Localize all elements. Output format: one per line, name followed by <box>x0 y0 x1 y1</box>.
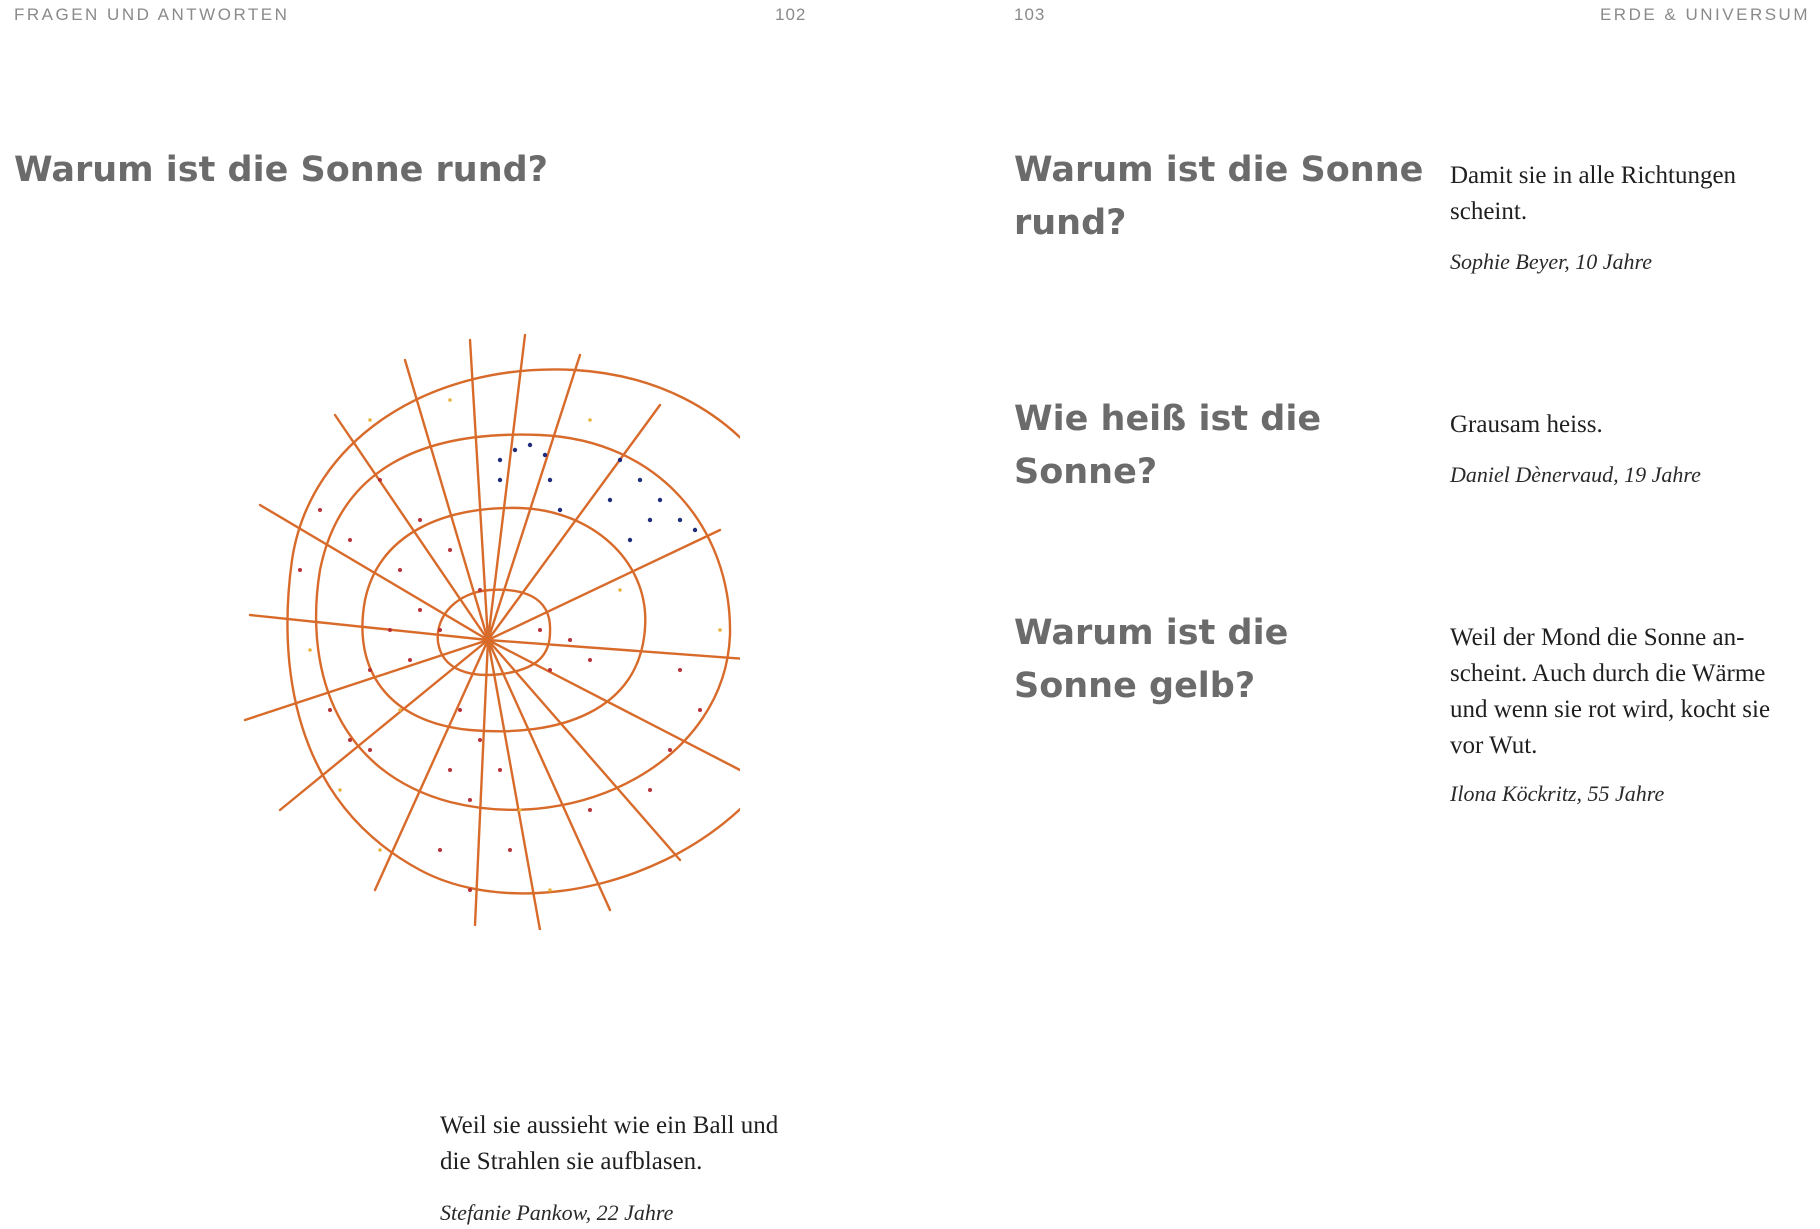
answer-author: Sophie Beyer, 10 Jahre <box>1450 249 1653 274</box>
page-title: Warum ist die Sonne rund? <box>14 150 548 190</box>
right-page <box>910 0 1820 1229</box>
answer-text <box>1450 158 1736 230</box>
answer-text-left <box>440 1108 880 1180</box>
question-heading <box>1014 393 1321 499</box>
answer-text <box>1450 407 1603 443</box>
question-line: Sonne gelb? <box>1014 666 1256 706</box>
sun-drawing-illustration <box>120 330 740 930</box>
question-line: Warum ist die Sonne <box>1014 150 1424 190</box>
page-number-left: 102 <box>775 5 807 24</box>
question-line: rund? <box>1014 203 1127 243</box>
question-line: Wie heiß ist die <box>1014 399 1322 439</box>
answer-author-left: Stefanie Pankow, 22 Jahre <box>440 1200 674 1225</box>
answer-line: Weil sie aussieht wie ein Ball und <box>440 1112 779 1139</box>
answer-line: die Strahlen sie aufblasen. <box>440 1148 703 1175</box>
question-heading <box>1014 144 1423 250</box>
answer-line: Grausam heiss. <box>1450 411 1603 438</box>
answer-line: Weil der Mond die Sonne an- <box>1450 624 1745 651</box>
answer-line: vor Wut. <box>1450 732 1538 759</box>
page-number-right: 103 <box>1014 5 1046 24</box>
answer-author: Ilona Köckritz, 55 Jahre <box>1450 781 1665 806</box>
answer-line: und wenn sie rot wird, kocht sie <box>1450 696 1771 723</box>
running-head-right: ERDE & UNIVERSUM <box>1599 5 1810 24</box>
answer-author: Daniel Dènervaud, 19 Jahre <box>1450 462 1701 487</box>
question-heading <box>1014 607 1288 713</box>
question-line: Sonne? <box>1014 452 1158 492</box>
answer-line: scheint. Auch durch die Wärme <box>1450 660 1766 687</box>
answer-line: scheint. <box>1450 198 1528 225</box>
running-head-left: FRAGEN UND ANTWORTEN <box>14 5 290 24</box>
question-line: Warum ist die <box>1014 613 1289 653</box>
answer-line: Damit sie in alle Richtungen <box>1450 162 1737 189</box>
answer-text <box>1450 620 1770 764</box>
